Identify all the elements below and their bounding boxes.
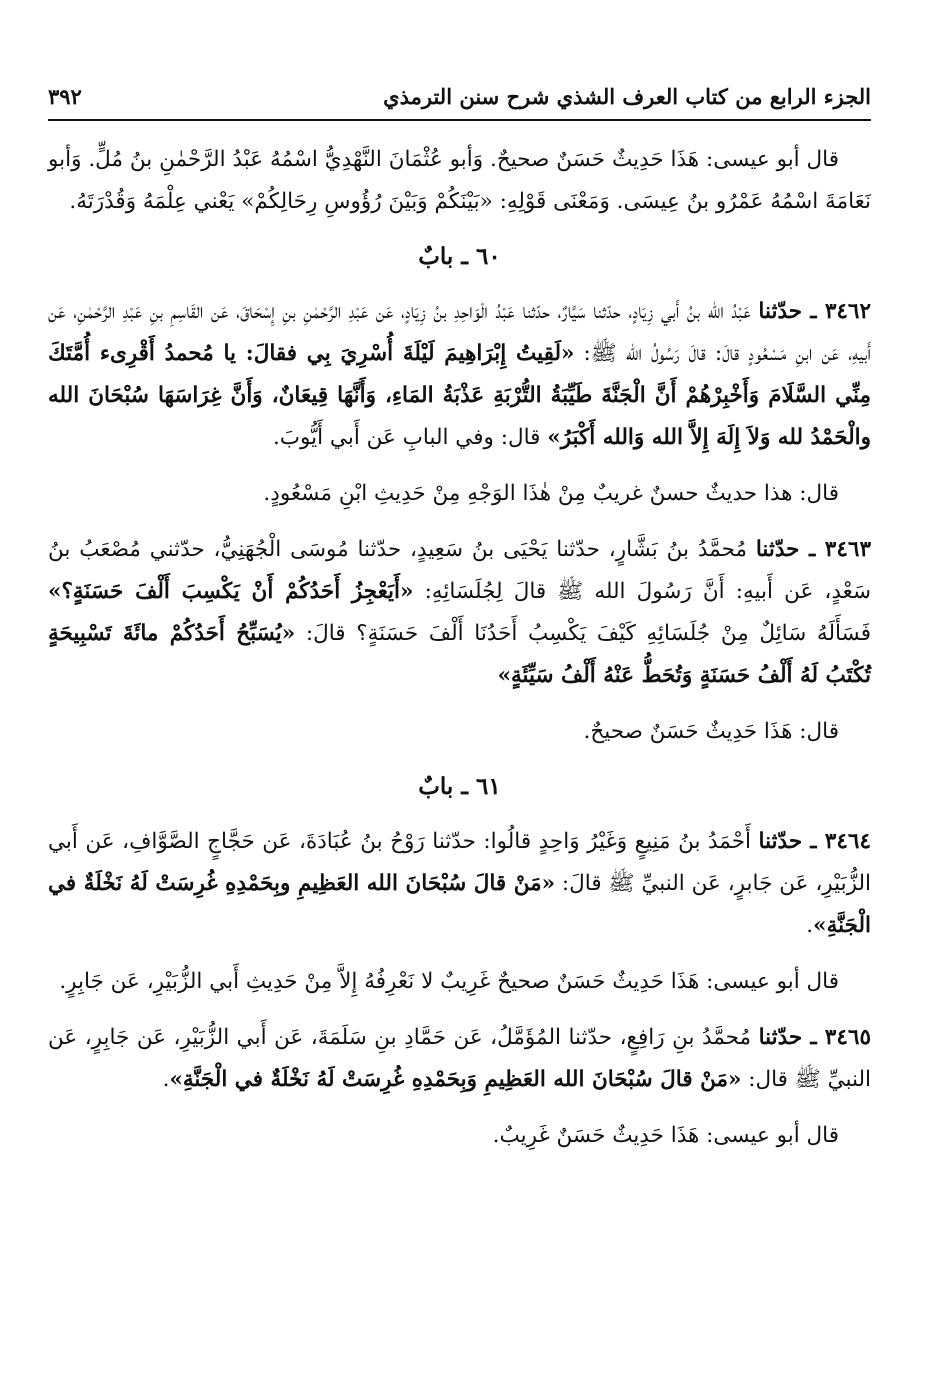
hadith-chain: مُحمَّدُ بنُ بَشَّارٍ، حدّثنا يَحْيَى بنُ سَعِيدٍ، حدّثنا مُوسَى الْجُهَنِيُّ، حدّثني مُصْعَبُ بنُ سَعْدٍ، عَن أَبيهِ: أَنَّ رَسُولَ الله ﷺ قالَ لِجُلَسَائِهِ: [48, 537, 871, 604]
hadith-number: ٣٤٦٤ ـ حدّثنا [758, 829, 871, 854]
page-header [48, 84, 871, 121]
commentary-paragraph: قال أبو عيسى: هَذَا حَدِيثٌ حَسَنٌ صحيحٌ. وَأبو عُثْمَانَ النَّهْدِيُّ اسْمُهُ عَبْدُ الرَّحْمٰنِ بنُ مُلٍّ. وَأبو نَعَامَةَ اسْمُهُ عَمْرُو بنُ عِيسَى. وَمَعْنَى قَوْلِهِ: «بَيْنَكُمْ وَبَيْنَ رُؤُوسِ رِحَالِكُمْ» يَعْني عِلْمَهُ وَقُدْرَتَهُ. [48, 147, 871, 214]
hadith-text: «مَنْ قالَ سُبْحَانَ الله العَظِيمِ وبِحَمْدِهِ غُرِسَتْ لَهُ نَخْلَةٌ في الْجَنَّةِ» [48, 871, 871, 938]
commentary-paragraph: قال أبو عيسى: هَذَا حَدِيثٌ حَسَنٌ غَرِيبٌ. [492, 1123, 839, 1148]
book-page [48, 84, 871, 1171]
hadith-text: «أَيَعْجِزُ أَحَدُكُمْ أَنْ يَكْسِبَ أَلْفَ حَسَنَةٍ؟» [48, 579, 414, 604]
commentary-paragraph: قال أبو عيسى: هَذَا حَدِيثٌ حَسَنٌ صحيحٌ غَرِيبٌ لا نَعْرِفُهُ إِلاَّ مِنْ حَدِيثِ أَبي الزُّبَيْرِ، عَن جَابِرٍ. [59, 969, 839, 994]
chapter-heading: ٦١ ـ بابٌ [418, 773, 501, 800]
running-title: الجزء الرابع من كتاب العرف الشذي شرح سنن الترمذي [383, 84, 871, 109]
hadith-3462 [48, 291, 871, 459]
hadith-number: ٣٤٦٣ ـ حدّثنا [755, 537, 871, 562]
hadith-chain: مُحمَّدُ بنِ رَافِعٍ، حدّثنا المُؤَمَّلُ، عَن حَمَّادِ بنِ سَلَمَةَ، عَن أَبي الزُّبَيْرِ، عَن جَابِرٍ، عَن النبيِّ ﷺ قال: [48, 1025, 871, 1092]
page-body [48, 121, 871, 1157]
hadith-text: «مَنْ قالَ سُبْحَانَ الله العَظِيمِ وَبِحَمْدِهِ غُرِسَتْ لَهُ نَخْلَةٌ في الْجَنَّةِ» [169, 1067, 742, 1092]
hadith-note: قال: وفي البابِ عَن أَبي أَيُّوبَ. [272, 425, 548, 450]
hadith-end: . [806, 913, 814, 938]
hadith-3463 [48, 529, 871, 697]
commentary-paragraph: قال: هذا حديثٌ حسنٌ غريبٌ مِنْ هٰذَا الوَجْهِ مِنْ حَدِيثِ ابْنِ مَسْعُودٍ. [263, 481, 839, 506]
chapter-heading: ٦٠ ـ بابٌ [418, 243, 501, 270]
hadith-3465 [48, 1017, 871, 1101]
hadith-chain: عَبْدُ الله بنُ أَبي زِيَادٍ، حدّثنا سَيَّارٌ، حدّثنا عَبْدُ الْوَاحِدِ بنُ زِيَادٍ، عَن عَبْدِ الرَّحْمٰنِ بنِ إِسْحَاقَ، عَن القَاسِمِ بنِ عَبْدِ الرَّحْمٰنِ، عَن أَبيهِ، عَن ابنِ مَسْعُودٍ قالَ: قالَ رَسُولُ الله ﷺ: [48, 299, 871, 366]
hadith-narration: فَسَأَلَهُ سَائِلٌ مِنْ جُلَسَائِهِ كَيْفَ يَكْسِبُ أَحَدُنَا أَلْفَ حَسَنَةٍ؟ قالَ: [295, 621, 872, 646]
page-number: ٣٩٢ [48, 84, 82, 109]
hadith-text: «لَقِيتُ إِبْرَاهِيمَ لَيْلَةَ أُسْرِيَ بِي فقالَ: يا مُحمدُ أَقْرِىء أُمَّتَكَ مِنِّي السَّلَامَ وَأَخْبِرْهُمْ أَنَّ الْجَنَّةَ طَيِّبَةُ التُّرْبَةِ عَذْبَةُ المَاءِ، وَأَنَّهَا قِيعَانٌ، وَأَنَّ غِرَاسَهَا سُبْحَانَ الله والْحَمْدُ لله وَلاَ إِلَهَ إِلاَّ الله وَالله أَكْبَرُ» [48, 341, 871, 450]
hadith-chain: أَحْمَدُ بنُ مَنِيعٍ وَغَيْرُ وَاحِدٍ قالُوا: حدّثنا رَوْحُ بنُ عُبَادَةَ، عَن حَجَّاجٍ الصَّوَّافِ، عَن أَبي الزُّبَيْرِ، عَن جَابرٍ، عَن النبيِّ ﷺ قالَ: [48, 829, 871, 896]
hadith-text: «يُسَبِّحُ أَحَدُكُمْ مائَةَ تَسْبِيحَةٍ تُكْتَبُ لَهُ أَلْفُ حَسَنَةٍ وَتُحَطُّ عَنْهُ أَلْفُ سَيِّئَةٍ» [48, 621, 871, 688]
hadith-number: ٣٤٦٥ ـ حدّثنا [758, 1025, 871, 1050]
hadith-end: . [162, 1067, 170, 1092]
commentary-paragraph: قال: هَذَا حَدِيثٌ حَسَنٌ صحيحٌ. [583, 719, 839, 744]
hadith-3464 [48, 821, 871, 947]
hadith-number: ٣٤٦٢ ـ حدّثنا [758, 299, 872, 324]
